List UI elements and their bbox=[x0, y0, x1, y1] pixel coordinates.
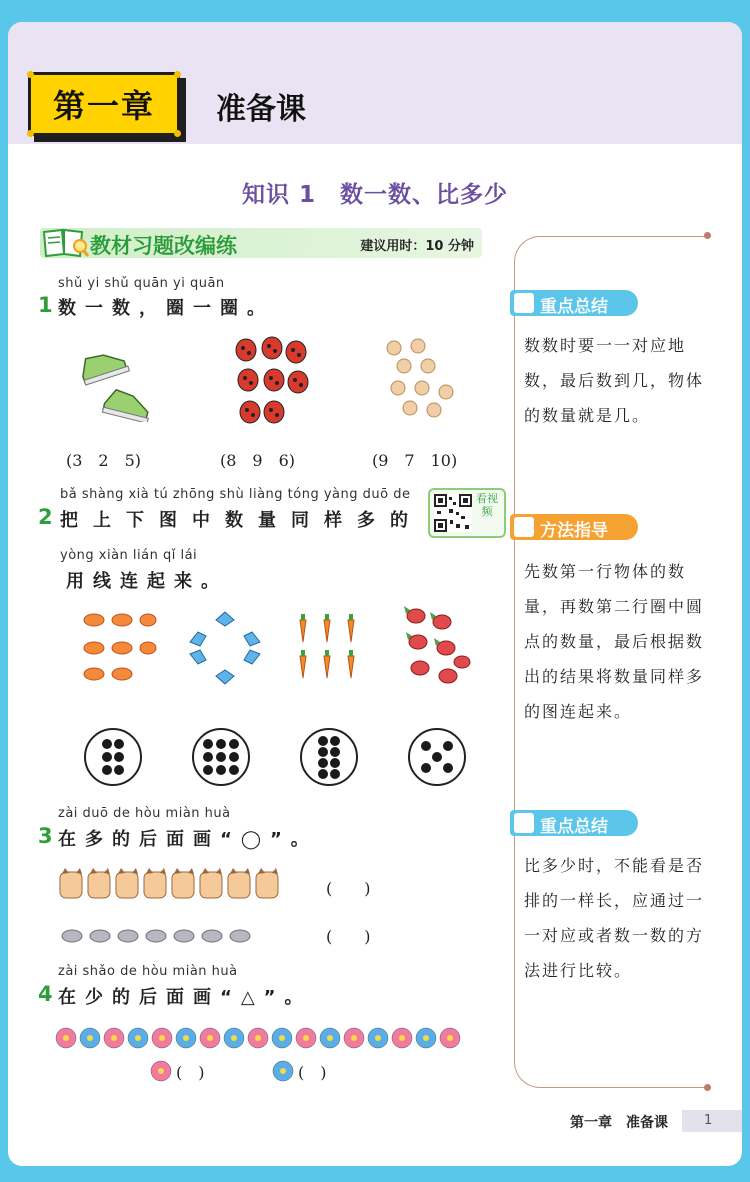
video-qr-code[interactable] bbox=[428, 488, 506, 538]
paw-prints-icon[interactable] bbox=[380, 336, 460, 428]
notepad-icon bbox=[514, 813, 534, 833]
carrots-icon[interactable] bbox=[292, 610, 364, 686]
blue-flower-icon bbox=[272, 1060, 294, 1082]
q3-text: 在多的后面画“◯”。 bbox=[58, 829, 318, 850]
q4-blank-blue[interactable]: ( ) bbox=[298, 1063, 327, 1082]
dots-circle-6[interactable] bbox=[84, 728, 142, 786]
tag-method-guide bbox=[510, 514, 638, 540]
six-dots-icon bbox=[86, 730, 140, 784]
sidebar-dot-top bbox=[704, 232, 711, 239]
q2-text-2: 用线连起来。 bbox=[66, 571, 228, 592]
chapter-label: 第一章 bbox=[52, 87, 155, 125]
chapter-badge bbox=[28, 72, 180, 136]
knowledge-title: 知识 1 数一数、比多少 bbox=[241, 182, 508, 208]
tag-key-summary-2-label: 重点总结 bbox=[540, 817, 608, 837]
q3-blank-mice[interactable]: ( ) bbox=[326, 927, 371, 946]
sidebar-text-3: 比多少时，不能看是否排的一样长，应通过一一对应或者数一数的方法进行比较。 bbox=[524, 856, 705, 980]
chapter-title: 准备课 bbox=[216, 92, 306, 127]
sneakers-icon[interactable] bbox=[72, 342, 156, 422]
birds-icon[interactable] bbox=[400, 604, 474, 690]
qr-code-icon bbox=[434, 494, 472, 532]
q2-pinyin-2: yòng xiàn lián qǐ lái bbox=[60, 548, 198, 563]
q4-blank-pink[interactable]: ( ) bbox=[176, 1063, 205, 1082]
eight-dots-icon bbox=[302, 730, 356, 784]
q4-number: 4 bbox=[38, 982, 53, 1006]
q4-text: 在少的后面画“△”。 bbox=[58, 987, 312, 1008]
page-number: 1 bbox=[704, 1113, 713, 1128]
qr-label: 看视频 bbox=[476, 492, 498, 518]
q1-answer-2[interactable]: (8 9 6) bbox=[220, 451, 296, 470]
sidebar-text-1: 数数时要一一对应地数，最后数到几，物体的数量就是几。 bbox=[524, 336, 705, 425]
q3-pinyin: zài duō de hòu miàn huà bbox=[58, 806, 231, 821]
section-bar bbox=[40, 228, 482, 258]
tag-method-guide-label: 方法指导 bbox=[540, 521, 608, 541]
q2-number: 2 bbox=[38, 505, 53, 529]
q4-pinyin: zài shǎo de hòu miàn huà bbox=[58, 964, 238, 979]
cats-row-icon bbox=[58, 866, 284, 900]
tag-key-summary-1 bbox=[510, 290, 638, 316]
tag-key-summary-1-label: 重点总结 bbox=[540, 297, 608, 317]
footer-chapter: 第一章 准备课 bbox=[570, 1115, 668, 1131]
q1-pinyin: shǔ yi shǔ quān yi quān bbox=[58, 276, 225, 291]
q1-number: 1 bbox=[38, 293, 53, 317]
flowers-row-icon bbox=[54, 1026, 468, 1050]
worksheet-page bbox=[8, 22, 742, 1166]
magnifier-icon bbox=[514, 517, 534, 537]
dots-circle-9[interactable] bbox=[192, 728, 250, 786]
sidebar-dot-bottom bbox=[704, 1084, 711, 1091]
mice-row-icon bbox=[58, 924, 258, 946]
five-dots-icon bbox=[410, 730, 464, 784]
section-label: 教材习题改编练 bbox=[90, 234, 237, 258]
butterflies-icon[interactable] bbox=[184, 608, 266, 688]
q1-text: 数一数，圈一圈。 bbox=[58, 298, 274, 319]
dots-circle-8[interactable] bbox=[300, 728, 358, 786]
tag-key-summary-2 bbox=[510, 810, 638, 836]
ladybugs-icon[interactable] bbox=[230, 336, 312, 428]
notepad-icon bbox=[514, 293, 534, 313]
book-magnifier-icon bbox=[40, 224, 90, 262]
q1-answer-3[interactable]: (9 7 10) bbox=[372, 451, 458, 470]
q3-number: 3 bbox=[38, 824, 53, 848]
page-number-box bbox=[682, 1110, 742, 1132]
pink-flower-icon bbox=[150, 1060, 172, 1082]
sidebar-text-2: 先数第一行物体的数量，再数第二行圈中圆点的数量，最后根据数出的结果将数量同样多的图连起来。 bbox=[524, 562, 705, 721]
q2-pinyin-1: bǎ shàng xià tú zhōng shù liàng tóng yàng duō de bbox=[60, 487, 411, 502]
q2-text-1: 把上下图中数量同样多的 bbox=[60, 510, 423, 531]
q3-blank-cats[interactable]: ( ) bbox=[326, 879, 371, 898]
nine-dots-icon bbox=[194, 730, 248, 784]
dots-circle-5[interactable] bbox=[408, 728, 466, 786]
fish-group-icon[interactable] bbox=[78, 610, 158, 686]
suggested-time: 建议用时：10 分钟 bbox=[360, 239, 474, 254]
q1-answer-1[interactable]: (3 2 5) bbox=[66, 451, 142, 470]
